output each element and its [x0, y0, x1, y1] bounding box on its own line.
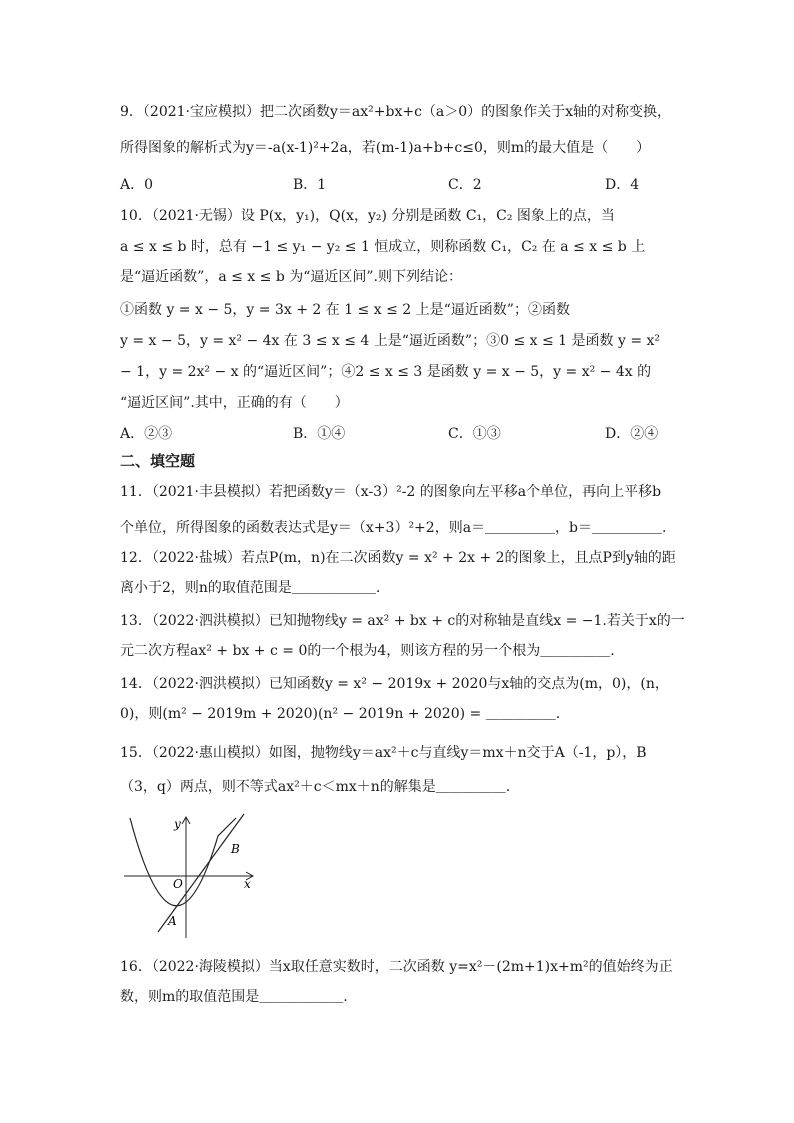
- q16-line-1: 16．（2022·海陵模拟）当x取任意实数时，二次函数 y=x²－(2m+1)x+m²的值始终为正: [120, 959, 673, 975]
- q10-line-7: “逼近区间”.其中，正确的有（ ）: [120, 395, 349, 411]
- section-title: 二、填空题: [120, 452, 196, 470]
- q9-line-1: 9．（2021·宝应模拟）把二次函数y＝ax²+bx+c（a＞0）的图象作关于x轴的对称变换，: [120, 104, 672, 120]
- origin-label: O: [173, 877, 183, 891]
- point-a-label: A: [168, 914, 177, 928]
- q15-line-1: 15．（2022·惠山模拟）如图，抛物线y＝ax²＋c与直线y＝mx＋n交于A（-1，p），B: [120, 745, 647, 761]
- q10-option-b: B．①④: [293, 426, 346, 442]
- q10-line-5: y = x − 5，y = x² − 4x 在 3 ≤ x ≤ 4 上是“逼近函数”；③0 ≤ x ≤ 1 是函数 y = x²: [120, 333, 661, 349]
- q15-graph: [118, 808, 268, 940]
- q14-line-1: 14．（2022·泗洪模拟）已知函数y = x² − 2019x + 2020与x轴的交点为(m，0)，(n，: [120, 676, 669, 692]
- q9-line-2: 所得图象的解析式为y＝-a(x-1)²+2a，若(m-1)a+b+c≤0，则m的最大值是（ ）: [120, 140, 651, 156]
- y-axis-label: y: [174, 817, 181, 831]
- q15-line-2: （3，q）两点，则不等式ax²＋c＜mx＋n的解集是＿＿＿＿＿.: [120, 779, 511, 795]
- q10-option-a: A．②③: [120, 426, 173, 442]
- q10-line-2: a ≤ x ≤ b 时，总有 −1 ≤ y₁ − y₂ ≤ 1 恒成立，则称函数 C₁，C₂ 在 a ≤ x ≤ b 上: [120, 239, 646, 255]
- q14-line-2: 0)，则(m² − 2019m + 2020)(n² − 2019n + 2020) = ＿＿＿＿＿.: [120, 706, 561, 722]
- q10-line-3: 是“逼近函数”，a ≤ x ≤ b 为“逼近区间”.则下列结论：: [120, 269, 462, 285]
- q16-line-2: 数，则m的取值范围是＿＿＿＿＿＿.: [120, 989, 348, 1005]
- q10-option-d: D．②④: [605, 426, 659, 442]
- q11-line-2: 个单位，所得图象的函数表达式是y＝（x+3）²+2，则a＝＿＿＿＿＿，b＝＿＿＿＿＿.: [120, 520, 667, 536]
- q9-option-a: A．0: [120, 177, 154, 193]
- x-axis-label: x: [244, 877, 251, 891]
- q13-line-2: 元二次方程ax² + bx + c = 0的一个根为4，则该方程的另一个根为＿＿＿＿＿.: [120, 643, 615, 659]
- q12-line-1: 12．（2022·盐城）若点P(m，n)在二次函数y = x² + 2x + 2的图象上，且点P到y轴的距: [120, 550, 676, 566]
- parabola-curve: [130, 818, 236, 906]
- q10-line-1: 10．（2021·无锡）设 P(x，y₁)，Q(x，y₂) 分别是函数 C₁，C₂ 图象上的点，当: [120, 208, 615, 224]
- q9-option-c: C．2: [448, 177, 482, 193]
- q10-line-6: − 1，y = 2x² − x 的“逼近区间”；④2 ≤ x ≤ 3 是函数 y = x − 5，y = x² − 4x 的: [120, 364, 652, 380]
- q12-line-2: 离小于2，则n的取值范围是＿＿＿＿＿＿.: [120, 580, 381, 596]
- q10-option-c: C．①③: [448, 426, 501, 442]
- q9-option-b: B．1: [293, 177, 327, 193]
- q13-line-1: 13．（2022·泗洪模拟）已知抛物线y = ax² + bx + c的对称轴是直线x = −1.若关于x的一: [120, 613, 685, 629]
- q9-option-d: D．4: [605, 177, 640, 193]
- q10-line-4: ①函数 y = x − 5，y = 3x + 2 在 1 ≤ x ≤ 2 上是“逼近函数”；②函数: [120, 302, 570, 318]
- point-b-label: B: [231, 842, 240, 856]
- q11-line-1: 11．（2021·丰县模拟）若把函数y＝（x-3）²-2 的图象向左平移a个单位，再向上平移b: [120, 484, 662, 500]
